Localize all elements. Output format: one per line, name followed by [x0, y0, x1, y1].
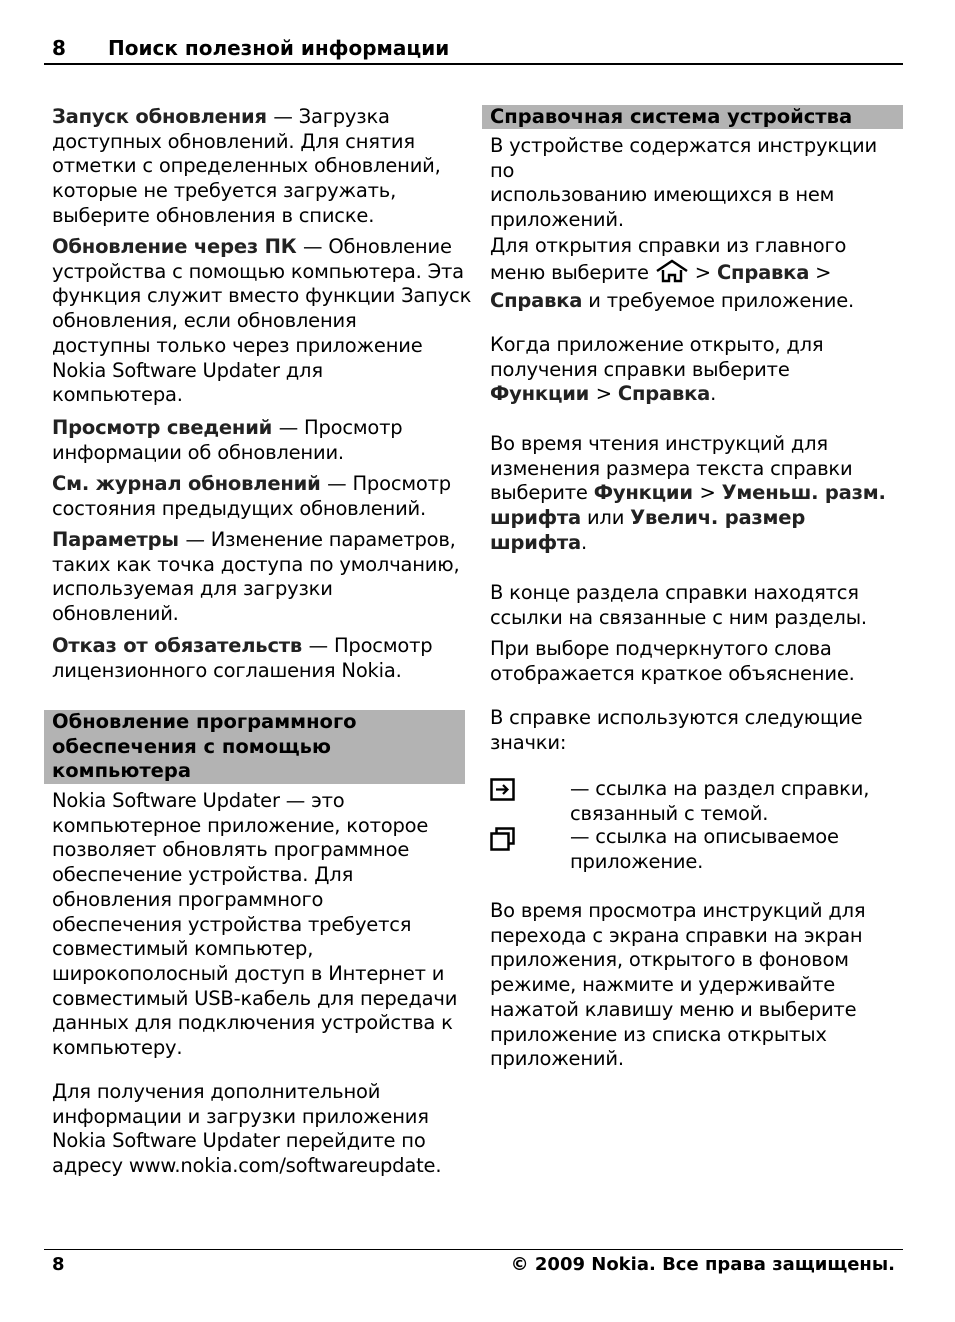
- paragraph: [52, 634, 472, 683]
- text-run: и требуемое приложение.: [582, 289, 855, 313]
- text-run: Когда приложение открыто, для получения справки выберите: [490, 333, 824, 381]
- header-page-number: 8: [52, 36, 66, 60]
- menu-command: Функции: [593, 481, 700, 505]
- menu-command: Справка: [617, 382, 711, 406]
- menu-command: Уменьш. разм. шрифта: [490, 481, 886, 530]
- text-run: В справке используются следующие значки:: [490, 706, 863, 754]
- text-run: Во время чтения инструкций для изменения размера текста справки выберите: [490, 432, 853, 505]
- text-run: .: [710, 382, 717, 406]
- section-heading-help-system: Справочная система устройства: [482, 105, 903, 129]
- paragraph: [490, 234, 905, 314]
- icon-legend-text: — ссылка на описываемое приложение.: [570, 825, 839, 873]
- footer-page-number: 8: [52, 1254, 65, 1275]
- menu-command: Увелич. размер шрифта: [490, 506, 806, 554]
- menu-command: Запуск обновления: [52, 105, 274, 128]
- text-run: или: [580, 506, 631, 530]
- paragraph: [52, 416, 472, 465]
- text-run: >: [595, 382, 618, 406]
- menu-command: Функции: [490, 382, 596, 406]
- text-run: >: [688, 260, 717, 284]
- paragraph: [490, 637, 905, 686]
- text-run: — Просмотр лицензионного соглашения Nokia.: [52, 634, 433, 682]
- text-run: Для получения дополнительной информации и загрузки приложения Nokia Software Updater перейдите по адресу www.nokia.com/softwareupdate.: [52, 1080, 442, 1178]
- menu-command: Справка: [716, 260, 810, 284]
- paragraph: [52, 235, 472, 408]
- text-run: Для открытия справки из главного меню выберите: [490, 234, 847, 284]
- text-run: >: [815, 260, 832, 284]
- menu-command: Отказ от обязательств: [52, 634, 309, 657]
- paragraph: [490, 134, 905, 233]
- menu-command: См. журнал обновлений: [52, 472, 328, 495]
- text-run: — Изменение параметров, таких как точка доступа по умолчанию, используемая для загрузки обновлений.: [52, 528, 460, 626]
- menu-command: Просмотр сведений: [52, 416, 279, 439]
- header-rule: [44, 63, 903, 65]
- paragraph: [52, 105, 472, 229]
- footer-copyright: © 2009 Nokia. Все права защищены.: [510, 1254, 895, 1275]
- text-run: .: [580, 530, 587, 554]
- paragraph: [52, 472, 472, 521]
- link-to-topic-icon: [490, 778, 516, 806]
- paragraph: [490, 333, 905, 407]
- link-to-application-icon: [490, 827, 516, 855]
- menu-command: Обновление через ПК: [52, 235, 304, 258]
- paragraph: [52, 1080, 472, 1179]
- paragraph: [490, 432, 905, 556]
- text-run: — Загрузка доступных обновлений. Для снятия отметки с определенных обновлений, которые не требуется загружать, выберите обновления в списке.: [52, 105, 441, 227]
- paragraph: [490, 706, 905, 755]
- text-run: >: [699, 481, 722, 505]
- text-run: Во время просмотра инструкций для перехода с экрана справки на экран приложения, открытого в фоновом режиме, нажмите и удерживайте нажатой клавишу меню и выберите приложение из списка открытых приложений.: [490, 899, 866, 1071]
- running-header: [52, 36, 450, 60]
- text-run: Nokia Software Updater — это компьютерное приложение, которое позволяет обновлять программное обеспечение устройства. Для обновления программного обеспечения устройства требуется совместимый компьютер, широкополосный доступ в Интернет и совместимый USB-кабель для передачи данных для подключения устройства к компьютеру.: [52, 789, 458, 1060]
- text-run: В устройстве содержатся инструкции по использованию имеющихся в нем приложений.: [490, 134, 877, 232]
- paragraph: [490, 899, 905, 1072]
- footer-rule: [44, 1249, 903, 1250]
- section-heading-pc-update: Обновление программного обеспечения с помощью компьютера: [44, 710, 465, 784]
- icon-legend-text: — ссылка на раздел справки, связанный с темой.: [570, 777, 870, 825]
- header-title: Поиск полезной информации: [108, 36, 450, 60]
- text-run: — Обновление устройства с помощью компьютера. Эта функция служит вместо функции Запуск обновления, если обновления доступны только через приложение Nokia Software Updater для компьютера.: [52, 235, 472, 407]
- paragraph: [52, 528, 472, 627]
- text-run: В конце раздела справки находятся ссылки на связанные с ним разделы.: [490, 581, 867, 629]
- text-run: — Просмотр информации об обновлении.: [52, 416, 403, 464]
- home-icon: [655, 259, 689, 290]
- paragraph: [52, 789, 472, 1061]
- paragraph: [490, 581, 905, 630]
- text-run: При выборе подчеркнутого слова отображается краткое объяснение.: [490, 637, 855, 685]
- text-run: — Просмотр состояния предыдущих обновлений.: [52, 472, 451, 520]
- menu-command: Параметры: [52, 528, 186, 551]
- menu-command: Справка: [490, 289, 583, 313]
